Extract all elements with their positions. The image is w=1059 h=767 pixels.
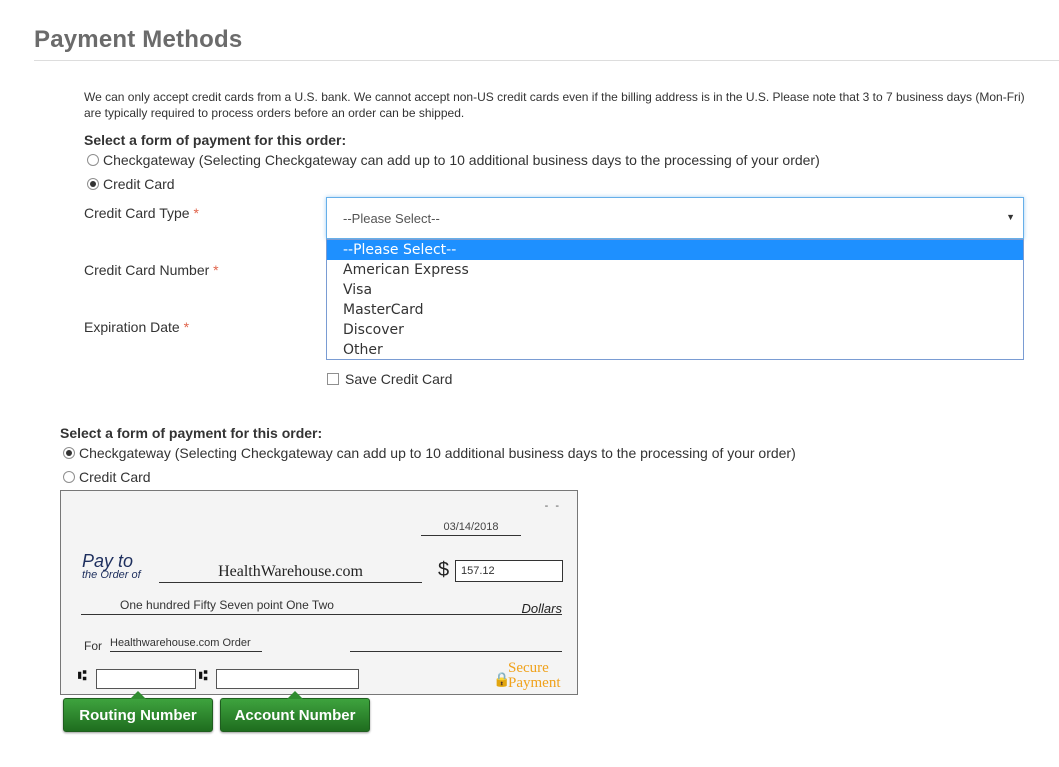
micr-routing-icon: ⑆ xyxy=(78,667,87,683)
payment-notice: We can only accept credit cards from a U.S. bank. We cannot accept non-US credit cards even if the billing address is in the U.S. Please note that 3 to 7 business days (Mon-Fri) are typically required to process orders before an order can be shipped. xyxy=(84,90,1025,120)
radio-button[interactable] xyxy=(63,447,75,459)
micr-account-icon: ⑆ xyxy=(199,667,208,683)
amount-in-words: One hundred Fifty Seven point One Two xyxy=(81,598,562,615)
select-value: --Please Select-- xyxy=(343,211,440,226)
radio-checkgateway[interactable] xyxy=(87,152,820,168)
payment-form-prompt: Select a form of payment for this order: xyxy=(84,132,347,148)
dropdown-option-discover[interactable]: Discover xyxy=(343,322,404,338)
dollars-label: Dollars xyxy=(521,601,562,616)
account-number-button[interactable] xyxy=(220,698,370,732)
check-number: - - xyxy=(544,500,561,512)
page-title: Payment Methods xyxy=(34,26,243,53)
required-marker: * xyxy=(183,319,190,335)
amount-field: 157.12 xyxy=(455,560,563,582)
card-type-label-text: Credit Card Type xyxy=(84,205,190,221)
radio-button[interactable] xyxy=(87,154,99,166)
radio-button[interactable] xyxy=(87,178,99,190)
dollar-sign: $ xyxy=(438,559,450,581)
secure-payment-badge xyxy=(508,661,561,691)
pay-to-label: Pay to xyxy=(82,551,134,571)
account-number-label: Account Number xyxy=(234,706,356,724)
account-number-input[interactable] xyxy=(216,669,359,689)
save-card-checkbox[interactable] xyxy=(327,373,339,385)
order-of-label: the Order of xyxy=(82,569,141,581)
expiration-label-text: Expiration Date xyxy=(84,319,180,335)
radio-label: Credit Card xyxy=(79,469,151,485)
memo-label: For xyxy=(84,639,102,653)
routing-number-input[interactable] xyxy=(96,669,196,689)
title-divider xyxy=(34,60,1059,61)
card-number-label-text: Credit Card Number xyxy=(84,262,210,278)
secure-text: Secure xyxy=(508,660,549,676)
required-marker: * xyxy=(193,205,199,221)
card-type-label xyxy=(84,205,199,221)
radio-label: Checkgateway (Selecting Checkgateway can add up to 10 additional business days to the processing of your order) xyxy=(103,152,820,168)
dropdown-option-visa[interactable]: Visa xyxy=(343,282,373,298)
check-date: 03/14/2018 xyxy=(421,521,521,536)
expiration-label xyxy=(84,319,189,335)
required-marker: * xyxy=(213,262,219,278)
radio-button[interactable] xyxy=(63,471,75,483)
check-preview xyxy=(60,490,578,695)
payment-text: Payment xyxy=(508,675,561,691)
card-type-select[interactable] xyxy=(326,197,1024,239)
memo-value: Healthwarehouse.com Order xyxy=(110,637,262,652)
save-card-label: Save Credit Card xyxy=(345,371,453,387)
payee-name: HealthWarehouse.com xyxy=(159,563,422,583)
dropdown-option-american-express[interactable]: American Express xyxy=(343,262,469,278)
radio-checkgateway-2[interactable] xyxy=(63,445,796,461)
radio-credit-card[interactable] xyxy=(87,176,175,192)
dropdown-option-mastercard[interactable]: MasterCard xyxy=(343,302,424,318)
radio-label: Checkgateway (Selecting Checkgateway can add up to 10 additional business days to the processing of your order) xyxy=(79,445,796,461)
card-type-dropdown[interactable] xyxy=(326,239,1024,360)
save-card-option[interactable] xyxy=(327,371,452,387)
dropdown-option-other[interactable]: Other xyxy=(343,342,383,358)
card-number-label xyxy=(84,262,219,278)
caret-down-icon: ▼ xyxy=(1006,212,1015,222)
routing-number-button[interactable] xyxy=(63,698,213,732)
routing-number-label: Routing Number xyxy=(79,706,197,724)
radio-credit-card-2[interactable] xyxy=(63,469,151,485)
lock-icon: 🔒 xyxy=(493,671,511,687)
signature-line xyxy=(350,651,562,652)
payment-form-prompt-2: Select a form of payment for this order: xyxy=(60,425,323,441)
radio-label: Credit Card xyxy=(103,176,175,192)
dropdown-option-please-select[interactable]: --Please Select-- xyxy=(327,240,1023,260)
